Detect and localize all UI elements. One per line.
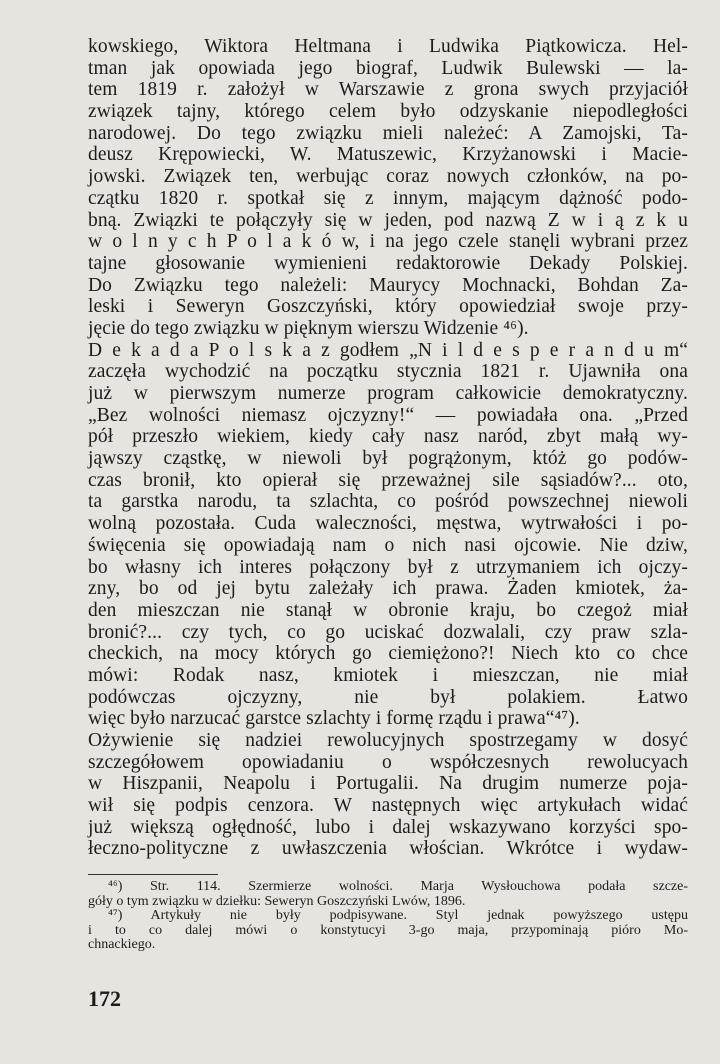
text-line: podówczas ojczyzny, nie był polakiem. Łatwo bbox=[88, 686, 688, 708]
text-line: leski i Seweryn Goszczyński, który opowiedział swoje przy- bbox=[88, 296, 688, 318]
text-line: bną. Związki te połączyły się w jeden, pod nazwą Z w i ą z k u bbox=[88, 209, 688, 231]
text-line: związek tajny, którego celem było odzyskanie niepodległości bbox=[88, 101, 688, 123]
text-line: D e k a d a P o l s k a z godłem „N i l d e s p e r a n d u m“ bbox=[88, 339, 688, 361]
footnote-line: i to co dalej mówi o konstytucyi 3-go maja, przypominają pióro Mo- bbox=[88, 922, 688, 938]
text-line: den mieszczan nie stanął w obronie kraju, bo czegoż miał bbox=[88, 599, 688, 621]
text-line: „Bez wolności niemasz ojczyzny!“ — powiadała ona. „Przed bbox=[88, 404, 688, 426]
text-line: checkich, na mocy których go ciemiężono?! Niech kto co chce bbox=[88, 643, 688, 665]
text-line: już większą ogłędność, lubo i dalej wskazywano korzyści spo- bbox=[88, 816, 688, 838]
text-line: święcenia się opowiadają nam o nich nasi ojcowie. Nie dziw, bbox=[88, 534, 688, 556]
text-line: kowskiego, Wiktora Heltmana i Ludwika Piątkowicza. Hel- bbox=[88, 36, 688, 57]
text-line: szczegółowem opowiadaniu o współczesnych rewolucyach bbox=[88, 751, 688, 773]
text-line: już w pierwszym numerze program całkowicie demokratyczny. bbox=[88, 383, 688, 404]
text-line: bronić?... czy tych, co go uciskać dozwalali, czy praw szla- bbox=[88, 621, 688, 643]
footnotes bbox=[88, 879, 688, 953]
footnote-separator bbox=[88, 874, 218, 875]
text-line: ta garstka narodu, ta szlachta, co pośród powszechnej niewoli bbox=[88, 491, 688, 513]
footnote-line: ⁴⁷) Artykuły nie były podpisywane. Styl jednak powyższego ustępu bbox=[108, 908, 688, 924]
text-line: w Hiszpanii, Neapolu i Portugalii. Na drugim numerze poja- bbox=[88, 773, 688, 795]
text-line: w o l n y c h P o l a k ó w, i na jego czele stanęli wybrani przez bbox=[88, 231, 688, 253]
text-line: tajne głosowanie wymienieni redaktorowie Dekady Polskiej. bbox=[88, 252, 688, 274]
text-line: czątku 1820 r. spotkał się z innym, mającym dążność podo- bbox=[88, 187, 688, 209]
text-line: jęcie do tego związku w pięknym wierszu Widzenie ⁴⁶). bbox=[88, 317, 529, 339]
page-number: 172 bbox=[88, 986, 121, 1011]
footnote-line: ⁴⁶) Str. 114. Szermierze wolności. Marja Wysłouchowa podała szcze- bbox=[108, 879, 688, 894]
text-line: łeczno-polityczne z uwłaszczenia włościan. Wkrótce i wydaw- bbox=[88, 838, 688, 860]
text-line: Ożywienie się nadziei rewolucyjnych spostrzegamy w dosyć bbox=[88, 730, 688, 751]
text-line: zaczęła wychodzić na początku stycznia 1821 r. Ujawniła ona bbox=[88, 361, 688, 383]
text-line: narodowej. Do tego związku mieli należeć: A Zamojski, Ta- bbox=[88, 122, 688, 144]
text-line: jowski. Związek ten, werbując coraz nowych członków, na po- bbox=[88, 166, 688, 188]
text-line: Do Związku tego należeli: Maurycy Mochnacki, Bohdan Za- bbox=[88, 274, 688, 296]
text-line: czas bronił, kto opierał się przeważnej sile sąsiadów?... oto, bbox=[88, 469, 688, 491]
text-line: tem 1819 r. założył w Warszawie z grona swych przyjaciół bbox=[88, 79, 688, 101]
main-text bbox=[88, 36, 688, 860]
text-line: deusz Krępowiecki, W. Matuszewic, Krzyżanowski i Macie- bbox=[88, 144, 688, 166]
footnote-line: chnackiego. bbox=[88, 937, 156, 953]
text-line: wolną pozostała. Cuda waleczności, męstwa, wytrwałości i po- bbox=[88, 513, 688, 535]
text-line: pół przeszło wiekiem, kiedy cały nasz naród, zbyt małą wy- bbox=[88, 426, 688, 448]
text-line: tman jak opowiada jego biograf, Ludwik Bulewski — la- bbox=[88, 57, 688, 79]
text-line: wił się podpis cenzora. W następnych więc artykułach widać bbox=[88, 795, 688, 817]
text-line: zny, bo od jej bytu zależały ich prawa. Żaden kmiotek, ża- bbox=[88, 578, 688, 600]
text-line: jąwszy cząstkę, w niewoli był pogrążonym, któż go podów- bbox=[88, 448, 688, 470]
text-line: więc było narzucać garstce szlachty i formę rządu i prawa“⁴⁷). bbox=[88, 708, 580, 730]
text-line: mówi: Rodak nasz, kmiotek i mieszczan, nie miał bbox=[88, 664, 688, 686]
footnote-line: góły o tym związku w dziełku: Seweryn Goszczyński Lwów, 1896. bbox=[88, 893, 466, 909]
text-line: bo własny ich interes połączony był z utrzymaniem ich ojczy- bbox=[88, 556, 688, 578]
